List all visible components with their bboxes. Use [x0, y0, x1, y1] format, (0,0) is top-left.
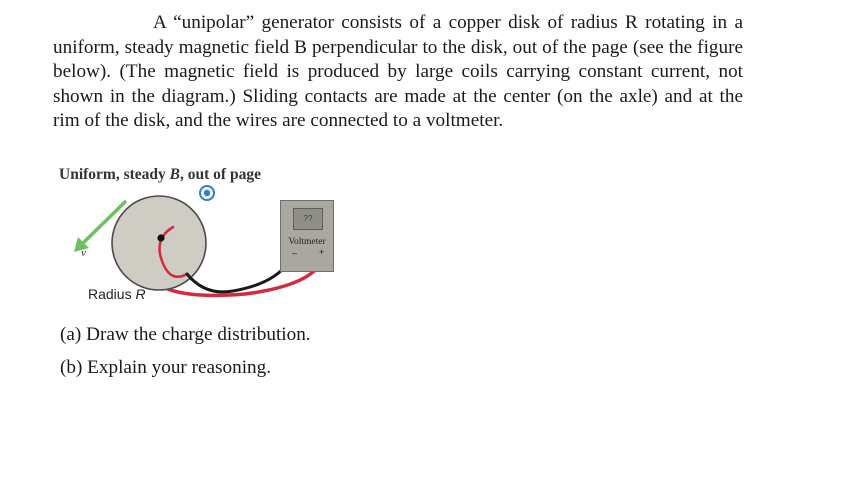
voltmeter-display: ??	[293, 208, 323, 230]
voltmeter-label: Voltmeter	[288, 237, 326, 247]
voltmeter-minus-terminal: –	[292, 248, 298, 258]
generator-figure	[55, 160, 345, 310]
question-a: (a) Draw the charge distribution.	[60, 324, 311, 345]
radius-label	[88, 286, 146, 302]
axle-contact	[157, 234, 164, 241]
caption-prefix: Uniform, steady	[59, 166, 170, 183]
field-dot	[204, 190, 210, 196]
problem-statement: A “unipolar” generator consists of a copper disk of radius R rotating in a uniform, steady magnetic field B perpendicular to the disk, out of the page (see the figure below). (The magnetic field is produced by large coils carrying constant current, not shown in the diagram.) Sliding contacts are made at the center (on the axle) and at the rim of the disk, and the wires are connected to a voltmeter.	[53, 12, 743, 132]
caption-symbol: B	[169, 166, 180, 183]
voltmeter	[280, 200, 334, 272]
question-b: (b) Explain your reasoning.	[60, 357, 272, 378]
velocity-label: v	[81, 247, 86, 259]
caption-suffix: , out of page	[180, 166, 261, 183]
radius-prefix: Radius	[88, 286, 136, 302]
radius-symbol: R	[135, 286, 146, 302]
voltmeter-plus-terminal: +	[319, 247, 325, 257]
figure-caption	[59, 166, 261, 184]
